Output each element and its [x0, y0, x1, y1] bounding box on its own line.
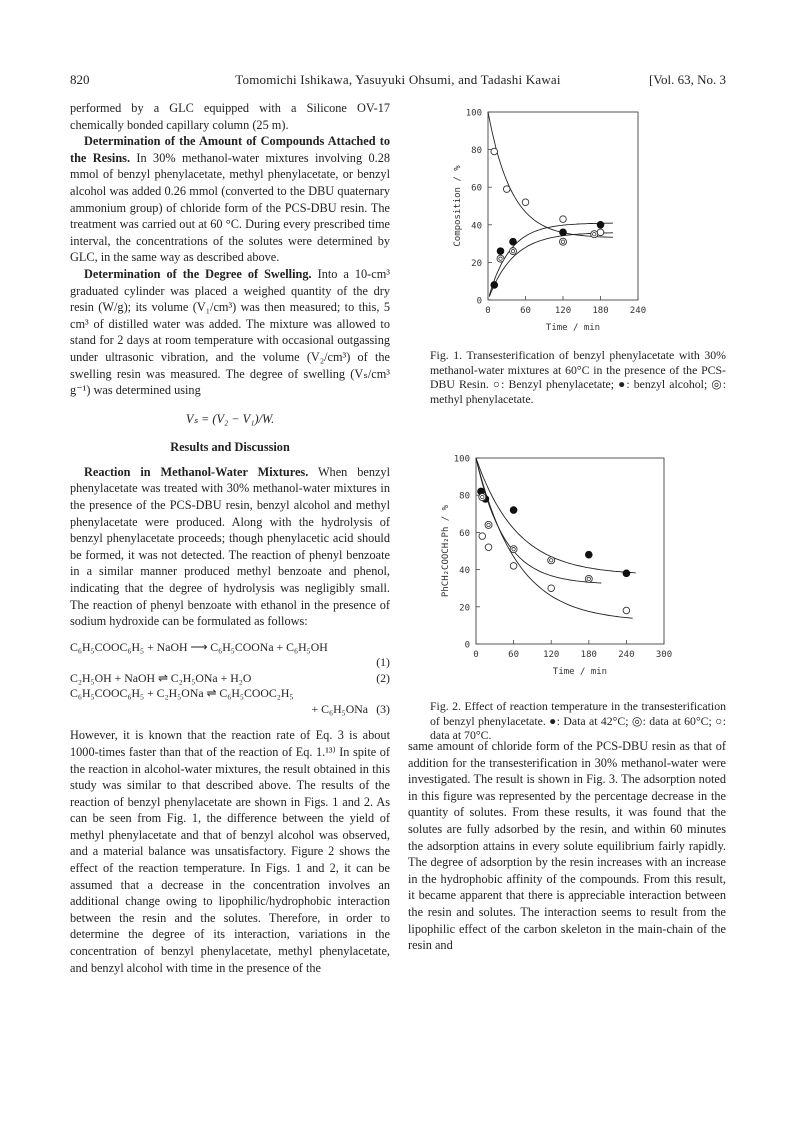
double-circle-marker	[510, 248, 517, 255]
x-tick-label: 300	[655, 650, 673, 660]
figure-2-chart	[430, 448, 730, 698]
figure-1-chart	[430, 100, 730, 360]
double-circle-marker	[479, 494, 486, 501]
y-tick-label: 60	[459, 528, 470, 539]
paragraph-text: When benzyl phenylacetate was treated with 30% methanol-water mixtures in the presence of the PCS-DBU resin, benzyl alcohol and methyl phenylacetate were produced. Along with the hydrolysis of benzyl phenylacetate proceeds; though phenylacetic acid should be formed, it was not detected. The reaction of phenyl benzoate in a similar manner produced methyl benzoate and phenol, indicating that the degree of hydrolysis was negligibly small. The reaction of phenyl benzoate with ethanol in the presence of sodium hydroxide can be formulated as follows:	[70, 464, 390, 629]
page-number: 820	[70, 72, 90, 87]
volume-info: [Vol. 63, No. 3	[648, 72, 726, 87]
double-circle-marker	[585, 575, 592, 582]
open-circle-marker	[597, 229, 604, 236]
fitted-curve	[476, 458, 601, 583]
x-axis-label: Time / min	[552, 667, 608, 677]
equation-1: C₆H₅COOC₆H₅ + NaOH ⟶ C₆H₅COONa + C₆H₅OH	[70, 639, 328, 654]
x-tick-label: 120	[543, 650, 560, 660]
figure-2	[430, 448, 730, 698]
double-circle-marker	[591, 231, 598, 238]
double-circle-marker	[560, 238, 567, 245]
x-tick-label: 240	[618, 650, 635, 660]
x-tick-label: 60	[520, 306, 531, 316]
filled-circle-marker	[586, 551, 593, 558]
filled-circle-marker	[497, 248, 504, 255]
double-circle-marker	[510, 546, 517, 553]
open-circle-marker	[491, 148, 498, 155]
y-tick-label: 40	[459, 566, 470, 577]
open-circle-marker	[623, 607, 630, 614]
chemical-equations: C₆H₅COOC₆H₅ + NaOH ⟶ C₆H₅COONa + C₆H₅OH (1) C₂H₅OH + NaOH ⇌ C₂H₅ONa + H₂O (2) C₆H₅COOC₆H₅ + C₂H₅ONa ⇌ C₆H₅COOC₂H₅ + C₆H₅ONa (3)	[70, 639, 390, 716]
y-tick-label: 60	[471, 183, 482, 194]
y-tick-label: 80	[471, 146, 482, 157]
fitted-curve	[489, 233, 613, 297]
paragraph	[70, 464, 390, 630]
fitted-curve	[488, 112, 613, 237]
x-tick-label: 0	[473, 650, 479, 660]
open-circle-marker	[503, 186, 510, 193]
y-tick-label: 0	[464, 640, 470, 651]
x-tick-label: 180	[592, 306, 609, 316]
paragraph: same amount of chloride form of the PCS-DBU resin as that of addition for the transesterification in 30% methanol-water were investigated. The result is shown in Fig. 3. The adsorption noted in this figure was represented by the percentage decrease in the quantity of solutes. From these results, it was found that the solutes are fully adsorbed by the resin, and within 60 minutes the adsorption attains in every solute equilibrium fairly rapidly. The degree of adsorption by the resin increases with an increase in the hydrophobic affinity of the compounds. From this result, it became apparent that there is appreciable interaction between the resin and solutes. The interaction seems to result from the lipophilic effect of the carbon skeleton in the main-chain of the resin and	[408, 739, 726, 953]
paragraph-text: Into a 10-cm³ graduated cylinder was placed a weighed quantity of the dry resin (W/g); its volume (V₁/cm³) was then measured; to this, 5 cm³ of distilled water was added. The mixture was allowed to stand for 2 days at room temperature with occasional outgassing under ultrasonic vibration, and the volume (V₂/cm³) of the swelling resin was measured. The degree of swelling (Vₛ/cm³ g⁻¹) was determined using	[70, 266, 390, 398]
x-tick-label: 120	[554, 306, 572, 316]
paragraph	[70, 266, 390, 399]
run-in-heading: Determination of the Degree of Swelling.	[84, 266, 312, 281]
x-tick-label: 60	[508, 650, 520, 660]
filled-circle-marker	[560, 229, 567, 236]
plot-frame	[488, 112, 638, 300]
equation-3: C₆H₅COOC₆H₅ + C₂H₅ONa ⇌ C₆H₅COOC₂H₅	[70, 686, 294, 701]
x-axis-label: Time / min	[545, 323, 601, 333]
section-heading: Results and Discussion	[170, 440, 290, 455]
paragraph: However, it is known that the reaction rate of Eq. 3 is about 1000-times faster than that of the reaction of Eq. 1.¹³⁾ In spite of the reaction in alcohol-water mixtures, the result obtained in this study was similar to that described above. The results of the reaction of benzyl phenylacetate are shown in Figs. 1 and 2. As can be seen from Fig. 1, the difference between the yield of methyl phenylacetate and that of benzyl alcohol was observed, and a material balance was unsatisfactory. Figure 2 shows the effect of the reaction temperature. In Figs. 1 and 2, it can be assumed that a decrease in the concentration involves an additional change owing to lipophilic/hydrophobic interaction between the resin and the solutes. Therefore, in order to determine the degree of its interaction, variations in the concentration of benzyl phenylacetate, methyl phenylacetate, and benzyl alcohol with time in the presence of the	[70, 728, 390, 975]
y-tick-label: 80	[459, 491, 470, 502]
right-column	[408, 738, 726, 954]
filled-circle-marker	[510, 238, 517, 245]
open-circle-marker	[485, 544, 492, 551]
equation-number: (3)	[376, 701, 390, 716]
x-tick-label: 0	[485, 306, 491, 316]
y-axis-label: PhCH₂COOCH₂Ph / %	[441, 504, 451, 598]
open-circle-marker	[560, 216, 567, 223]
y-tick-label: 0	[476, 296, 482, 307]
paragraph-text: In 30% methanol-water mixtures involving 0.28 mmol of benzyl phenylacetate, methyl phenylacetate, or benzyl alcohol was added 0.26 mmol (converted to the DBU quaternary ammonium group) of chloride form of the PCS-DBU resin. The treatment was carried out at 60 °C. During every prescribed time interval, the concentrations of the solutes were determined by GLC, in the same way as described above.	[70, 150, 390, 265]
equation-2: C₂H₅OH + NaOH ⇌ C₂H₅ONa + H₂O (2)	[70, 670, 390, 685]
filled-circle-marker	[597, 222, 604, 229]
plot-frame	[476, 458, 664, 644]
filled-circle-marker	[623, 570, 630, 577]
y-tick-label: 20	[459, 603, 470, 614]
paragraph: performed by a GLC equipped with a Silicone OV-17 chemically bonded capillary column (25 m).	[70, 101, 390, 132]
y-tick-label: 100	[465, 108, 482, 119]
x-tick-label: 180	[580, 650, 597, 660]
paragraph	[70, 133, 390, 266]
figure-2-caption: Fig. 2. Effect of reaction temperature in the transesterification of benzyl phenylacetate. ●: Data at 42°C; ◎: data at 60°C; ○: data at 70°C.	[430, 699, 726, 742]
filled-circle-marker	[510, 507, 517, 514]
double-circle-marker	[485, 521, 492, 528]
y-axis-label: Composition / %	[453, 165, 463, 247]
open-circle-marker	[510, 563, 517, 570]
figure-1-caption: Fig. 1. Transesterification of benzyl phenylacetate with 30% methanol-water mixtures at 60°C in the presence of the PCS-DBU Resin. ○: Benzyl phenylacetate; ●: benzyl alcohol; ◎: methyl phenylacetate.	[430, 348, 726, 406]
fitted-curve	[476, 458, 633, 618]
open-circle-marker	[548, 585, 555, 592]
y-tick-label: 20	[471, 258, 482, 269]
left-column	[70, 100, 390, 976]
running-authors: Tomomichi Ishikawa, Yasuyuki Ohsumi, and Tadashi Kawai	[235, 72, 561, 87]
run-in-heading: Determination of the Amount of Compounds Attached to the Resins.	[70, 134, 390, 165]
y-tick-label: 100	[453, 454, 470, 465]
y-tick-label: 40	[471, 221, 482, 232]
figure-1	[430, 100, 730, 360]
double-circle-marker	[548, 557, 555, 564]
equation-number: (2)	[376, 670, 390, 685]
fitted-curve	[476, 458, 636, 573]
filled-circle-marker	[491, 282, 498, 289]
run-in-heading: Reaction in Methanol-Water Mixtures.	[84, 464, 309, 479]
open-circle-marker	[522, 199, 529, 206]
double-circle-marker	[497, 255, 504, 262]
page-header	[70, 72, 726, 90]
swelling-equation: Vₛ = (V₂ − V₁)/W.	[185, 411, 275, 426]
equation-number: (1)	[376, 655, 390, 670]
open-circle-marker	[479, 533, 486, 540]
x-tick-label: 240	[629, 306, 647, 316]
